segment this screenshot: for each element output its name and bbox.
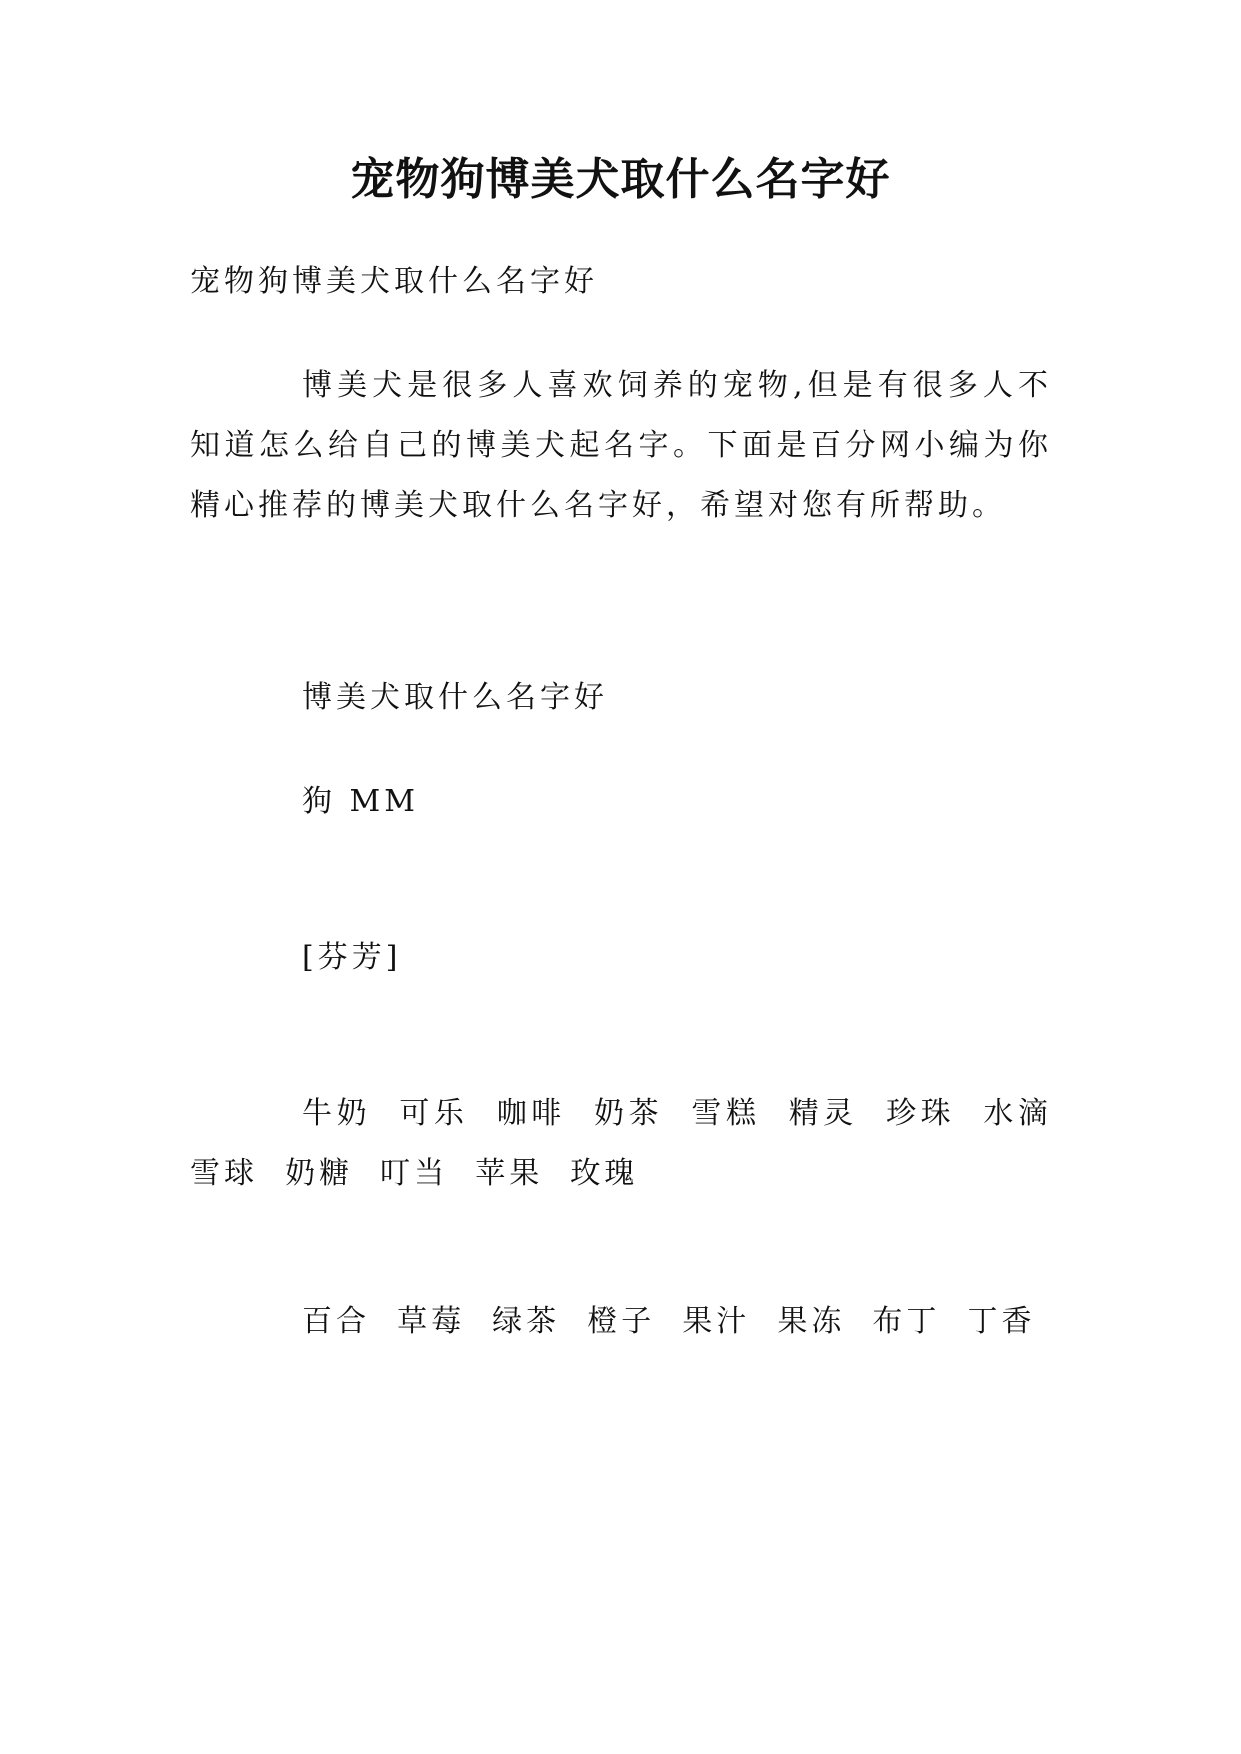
section-heading: 博美犬取什么名字好 <box>302 680 608 715</box>
intro-paragraph: 博美犬是很多人喜欢饲养的宠物,但是有很多人不知道怎么给自己的博美犬起名字。下面是百分网小编为你精心推荐的博美犬取什么名字好，希望对您有所帮助。 <box>190 368 1052 523</box>
document-subtitle: 宠物狗博美犬取什么名字好 <box>190 264 598 299</box>
names-paragraph-2: 百合 草莓 绿茶 橙子 果汁 果冻 布丁 丁香 <box>302 1304 1036 1339</box>
subcategory-label: [芬芳] <box>302 940 402 975</box>
names-paragraph-1: 牛奶 可乐 咖啡 奶茶 雪糕 精灵 珍珠 水滴 雪球 奶糖 叮当 苹果 玫瑰 <box>190 1096 1080 1191</box>
document-title: 宠物狗博美犬取什么名字好 <box>350 154 891 205</box>
category-label: 狗 MM <box>302 784 419 819</box>
